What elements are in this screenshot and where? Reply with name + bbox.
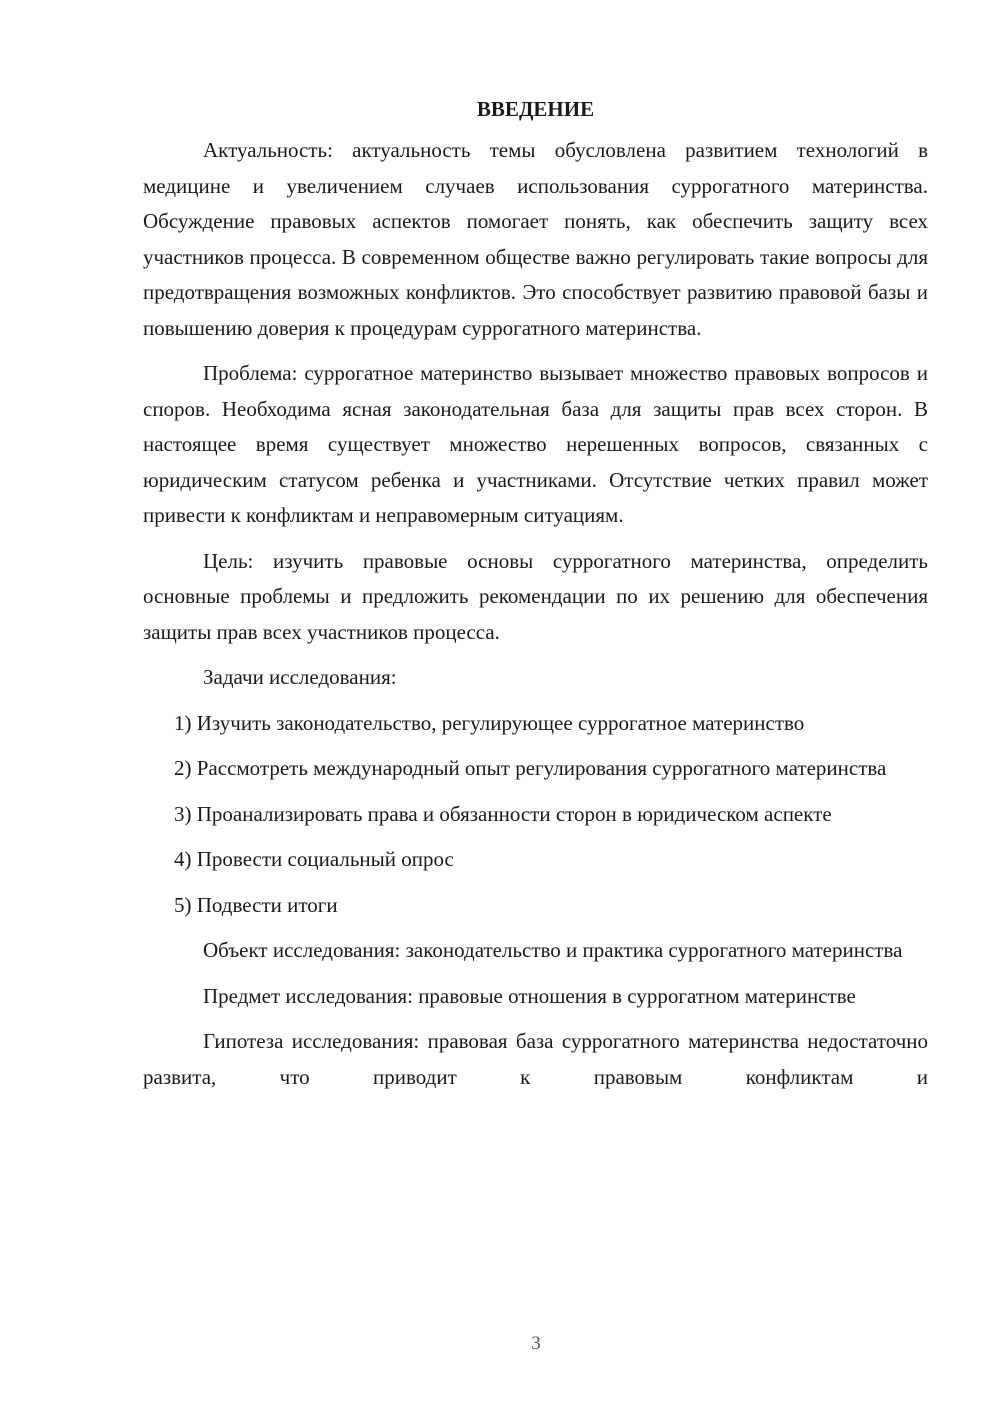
task-item-3: 3) Проанализировать права и обязанности сторон в юридическом аспекте <box>174 801 832 826</box>
problem-paragraph: Проблема: суррогатное материнство вызывает множество правовых вопросов и споров. Необходима ясная законодательная база для защиты прав всех сторон. В настоящее время существует множество нерешенных вопросов, связанных с юридическим статусом ребенка и участниками. Отсутствие четких правил может привести к конфликтам и неправомерным ситуациям. <box>143 361 928 527</box>
object-paragraph: Объект исследования: законодательство и практика суррогатного материнства <box>203 938 903 962</box>
task-item-5: 5) Подвести итоги <box>174 892 338 917</box>
relevance-paragraph: Актуальность: актуальность темы обусловлена развитием технологий в медицине и увеличением случаев использования суррогатного материнства. Обсуждение правовых аспектов помогает понять, как обеспечить защиту всех участников процесса. В современном обществе важно регулировать такие вопросы для предотвращения возможных конфликтов. Это способствует развитию правовой базы и повышению доверия к процедурам суррогатного материнства. <box>143 138 928 340</box>
task-item-1: 1) Изучить законодательство, регулирующее суррогатное материнство <box>174 710 805 735</box>
section-title: ВВЕДЕНИЕ <box>476 97 595 121</box>
tasks-heading: Задачи исследования: <box>203 665 397 689</box>
page-number: 3 <box>531 1333 541 1354</box>
task-item-4: 4) Провести социальный опрос <box>174 847 454 871</box>
subject-paragraph: Предмет исследования: правовые отношения в суррогатном материнстве <box>203 983 856 1008</box>
task-item-2: 2) Рассмотреть международный опыт регулирования суррогатного материнства <box>174 756 887 780</box>
document-page <box>143 92 928 1105</box>
hypothesis-paragraph: Гипотеза исследования: правовая база суррогатного материнства недостаточно развита, что приводит к правовым конфликтам и <box>143 1029 928 1089</box>
goal-paragraph: Цель: изучить правовые основы суррогатного материнства, определить основные проблемы и предложить рекомендации по их решению для обеспечения защиты прав всех участников процесса. <box>143 548 928 644</box>
